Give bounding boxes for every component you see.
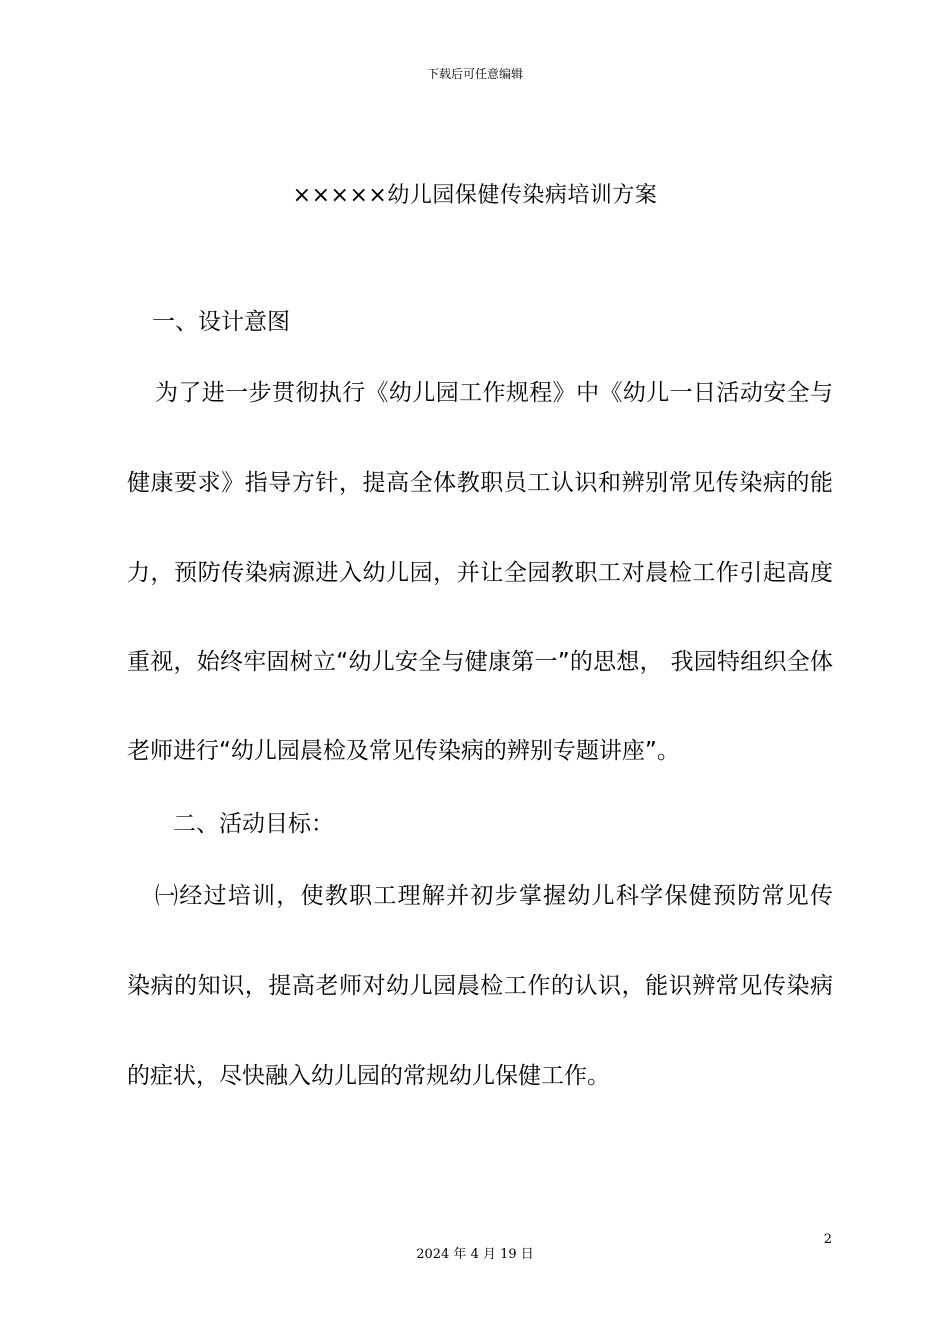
paragraph-line: ㈠经过培训，使教职工理解并初步掌握幼儿科学保健预防常见传 bbox=[155, 883, 833, 909]
paragraph-line: 为了进一步贯彻执行《幼儿园工作规程》中《幼儿一日活动安全与 bbox=[155, 380, 833, 406]
paragraph-line: 的症状，尽快融入幼儿园的常规幼儿保健工作。 bbox=[127, 1063, 610, 1089]
section-heading-activity-goals: 二、活动目标： bbox=[173, 811, 334, 837]
footer-date: 2024 年 4 月 19 日 bbox=[416, 1247, 534, 1262]
document-title: ×××××幼儿园保健传染病培训方案 bbox=[292, 183, 658, 208]
header-note: 下载后可任意编辑 bbox=[426, 67, 523, 81]
paragraph-line: 健康要求》指导方针，提高全体教职员工认识和辨别常见传染病的能 bbox=[127, 470, 833, 496]
paragraph-line: 老师进行“幼儿园晨检及常见传染病的辨别专题讲座”。 bbox=[127, 738, 680, 764]
paragraph-line: 重视，始终牢固树立“幼儿安全与健康第一”的思想， 我园特组织全体 bbox=[127, 649, 833, 675]
section-heading-design-intent: 一、设计意图 bbox=[152, 309, 290, 335]
page-number: 2 bbox=[823, 1232, 832, 1247]
paragraph-line: 力，预防传染病源进入幼儿园，并让全园教职工对晨检工作引起高度 bbox=[127, 560, 833, 586]
paragraph-line: 染病的知识，提高老师对幼儿园晨检工作的认识，能识辨常见传染病 bbox=[127, 973, 833, 999]
